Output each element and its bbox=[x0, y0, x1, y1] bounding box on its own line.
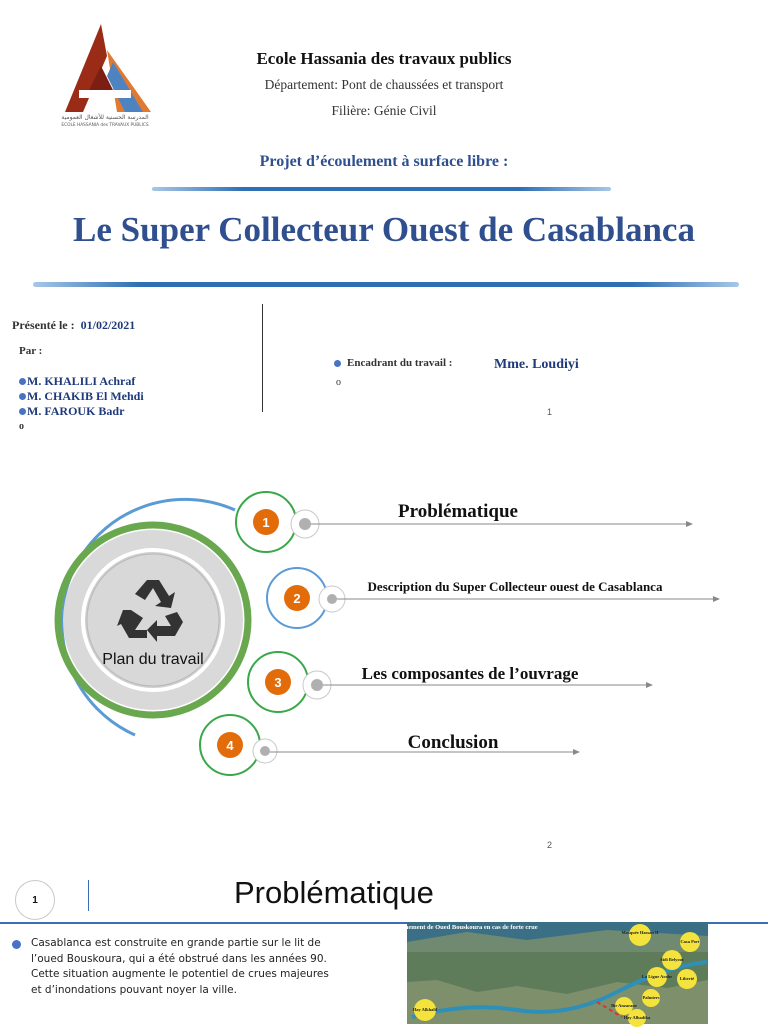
presented-date: 01/02/2021 bbox=[80, 318, 136, 332]
presented-label: Présenté le : bbox=[12, 318, 75, 332]
item-number: 3 bbox=[274, 675, 282, 690]
item-number: 4 bbox=[226, 738, 234, 753]
map-label: Mosquée Hassan II bbox=[621, 930, 659, 935]
map-label: Sidi Belyout bbox=[660, 957, 684, 962]
header-divider bbox=[88, 880, 89, 911]
encadrant-label: Encadrant du travail : bbox=[347, 357, 453, 369]
problem-paragraph bbox=[12, 936, 332, 998]
project-label: Projet d’écoulement à surface libre : bbox=[259, 153, 509, 170]
member-name: M. KHALILI Achraf bbox=[27, 374, 136, 388]
filiere: Filière: Génie Civil bbox=[331, 103, 437, 118]
member-item bbox=[19, 404, 144, 419]
empty-bullet: o bbox=[19, 421, 24, 432]
map-label: Liberté bbox=[679, 976, 695, 981]
plan-item-4[interactable] bbox=[200, 715, 580, 775]
map-label: Palmiers bbox=[642, 995, 660, 1000]
empty-bullet: o bbox=[336, 377, 341, 388]
title-divider-bottom bbox=[33, 282, 739, 287]
bullet-icon bbox=[19, 378, 26, 385]
item-label: Description du Super Collecteur ouest de Casablanca bbox=[367, 579, 663, 594]
plan-item-2[interactable] bbox=[267, 568, 720, 628]
member-name: M. CHAKIB El Mehdi bbox=[27, 389, 144, 403]
section-title: Problématique bbox=[234, 875, 434, 910]
map-label: Bir Anzarane bbox=[611, 1003, 637, 1008]
department: Département: Pont de chaussées et transport bbox=[264, 77, 504, 92]
plan-diagram bbox=[30, 480, 740, 800]
map-label: Casa Port bbox=[680, 939, 700, 944]
bouskoura-map bbox=[386, 922, 708, 1024]
bullet-icon bbox=[19, 393, 26, 400]
school-name: Ecole Hassania des travaux publics bbox=[256, 49, 512, 68]
presentation-title: Le Super Collecteur Ouest de Casablanca bbox=[73, 210, 695, 249]
plan-item-3[interactable] bbox=[248, 652, 653, 712]
bullet-icon bbox=[19, 408, 26, 415]
encadrant-name: Mme. Loudiyi bbox=[494, 357, 579, 372]
plan-item-1[interactable] bbox=[236, 492, 693, 552]
title-divider-top bbox=[152, 187, 611, 191]
item-label: Les composantes de l’ouvrage bbox=[361, 664, 579, 683]
item-label: Problématique bbox=[398, 501, 518, 522]
map-title: Cheminement de Oued Bouskoura en cas de forte crue bbox=[386, 924, 538, 931]
member-item bbox=[19, 389, 144, 404]
paragraph-text: Casablanca est construite en grande partie sur le lit de l’oued Bouskoura, qui a été obstrué dans les années 90. Cette situation augmente le potentiel de crues majeures et d’inondations pouvant noyer la ville. bbox=[31, 937, 329, 996]
item-number: 1 bbox=[262, 515, 270, 530]
bullet-icon bbox=[12, 940, 21, 949]
map-label: La Ligue Arabe bbox=[641, 974, 673, 979]
member-item bbox=[19, 374, 144, 389]
page-number: 1 bbox=[547, 407, 553, 417]
item-number: 2 bbox=[293, 591, 301, 606]
plan-center-label: Plan du travail bbox=[102, 651, 204, 668]
page-number: 2 bbox=[547, 840, 553, 850]
svg-text:المدرسة الحسنية للأشغال العموم: المدرسة الحسنية للأشغال العمومية bbox=[61, 114, 149, 121]
member-name: M. FAROUK Badr bbox=[27, 404, 125, 418]
column-divider bbox=[262, 304, 263, 412]
par-label: Par : bbox=[19, 345, 43, 357]
item-label: Conclusion bbox=[407, 732, 499, 753]
svg-text:ECOLE HASSANIA des TRAVAUX PUB: ECOLE HASSANIA des TRAVAUX PUBLICS bbox=[61, 123, 149, 128]
map-label: Hay Alhadika bbox=[623, 1015, 651, 1020]
encadrant-line bbox=[334, 357, 452, 369]
presented-line bbox=[12, 318, 135, 333]
map-label: Hay Alkhalil bbox=[412, 1007, 438, 1012]
members-list bbox=[19, 374, 144, 434]
section-number: 1 bbox=[15, 880, 55, 920]
bullet-icon bbox=[334, 360, 341, 367]
